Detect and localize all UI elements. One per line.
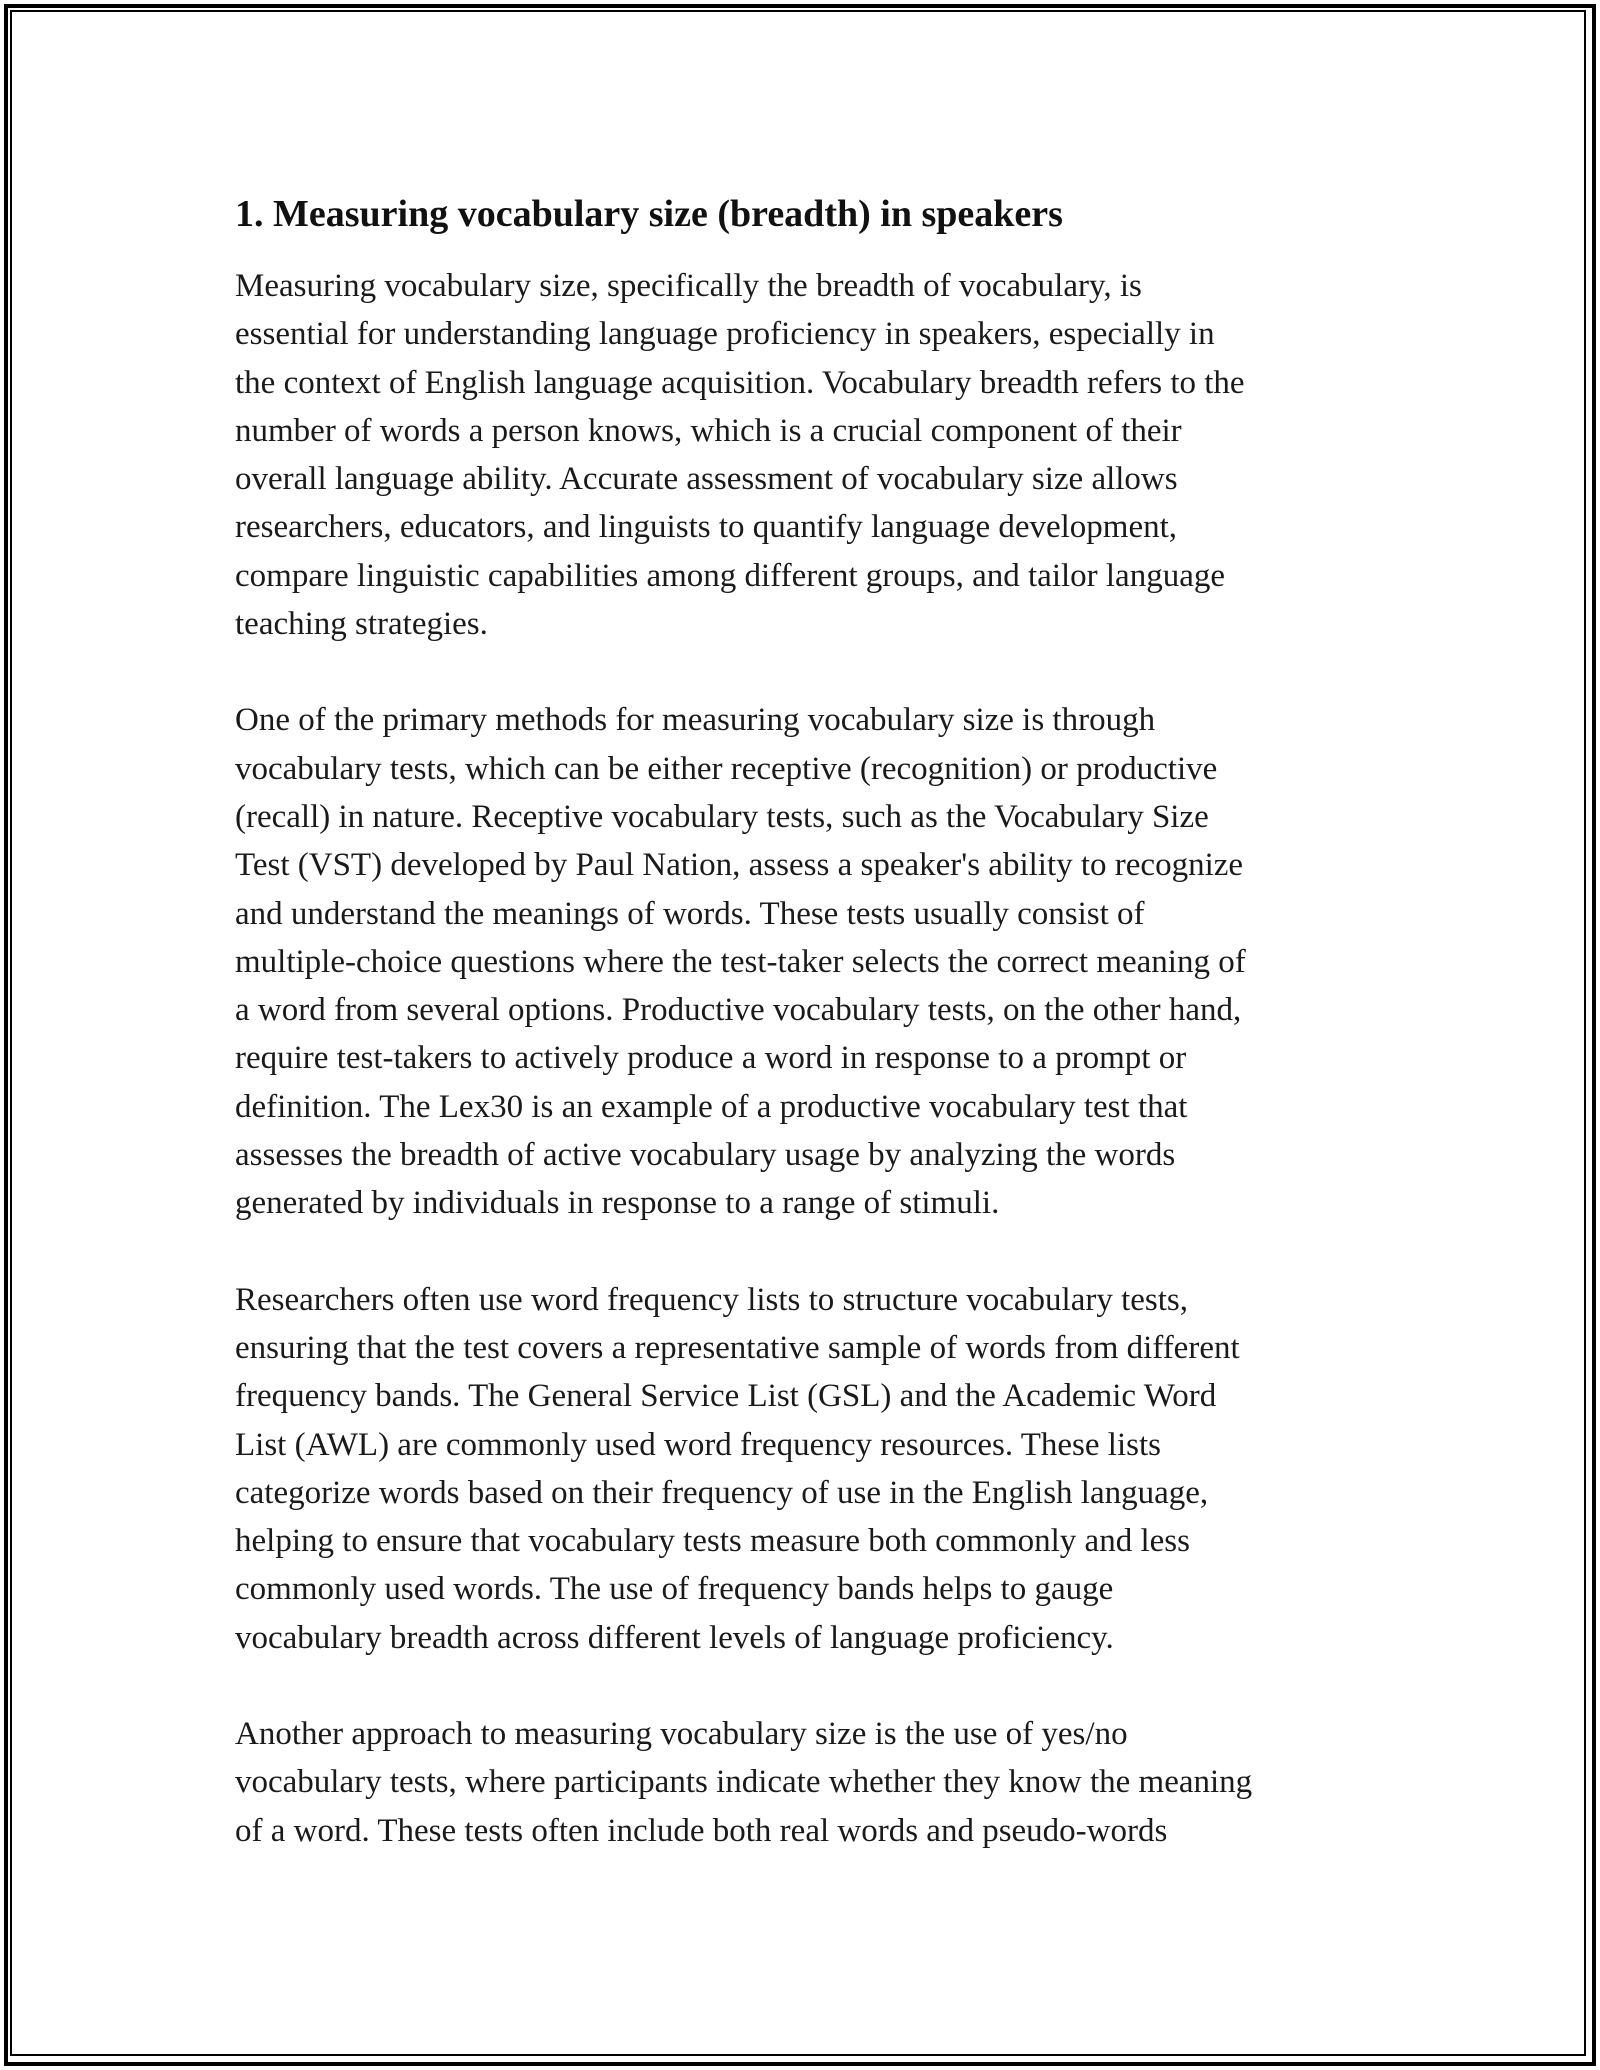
paragraph-1: Measuring vocabulary size, specifically the breadth of vocabulary, is essential for understanding language proficiency in speakers, especially in the context of English language acquisition. Vocabulary breadth refers to the number of words a person knows, which is a crucial component of their overall language ability. Accurate assessment of vocabulary size allows researchers, educators, and linguists to quantify language development, compare linguistic capabilities among different groups, and tailor language teaching strategies. (235, 268, 1245, 643)
paragraph-4: Another approach to measuring vocabulary size is the use of yes/no vocabulary tests, where participants indicate whether they know the meaning of a word. These tests often include both real words and pseudo-words (235, 1716, 1253, 1849)
paragraph-2: One of the primary methods for measuring vocabulary size is through vocabulary tests, which can be either receptive (recognition) or productive (recall) in nature. Receptive vocabulary tests, such as the Vocabulary Size Test (VST) developed by Paul Nation, assess a speaker's ability to recognize and understand the meanings of words. These tests usually consist of multiple-choice questions where the test-taker selects the correct meaning of a word from several options. Productive vocabulary tests, on the other hand, require test-takers to actively produce a word in response to a prompt or definition. The Lex30 is an example of a productive vocabulary test that assesses the breadth of active vocabulary usage by analyzing the words generated by individuals in response to a range of stimuli. (235, 702, 1246, 1222)
paragraph-3: Researchers often use word frequency lists to structure vocabulary tests, ensuring that the test covers a representative sample of words from different frequency bands. The General Service List (GSL) and the Academic Word List (AWL) are commonly used word frequency resources. These lists categorize words based on their frequency of use in the English language, helping to ensure that vocabulary tests measure both commonly and less commonly used words. The use of frequency bands helps to gauge vocabulary breadth across different levels of language proficiency. (235, 1281, 1240, 1656)
section-heading: 1. Measuring vocabulary size (breadth) in speakers (235, 193, 1063, 235)
document-body (235, 188, 1365, 1855)
